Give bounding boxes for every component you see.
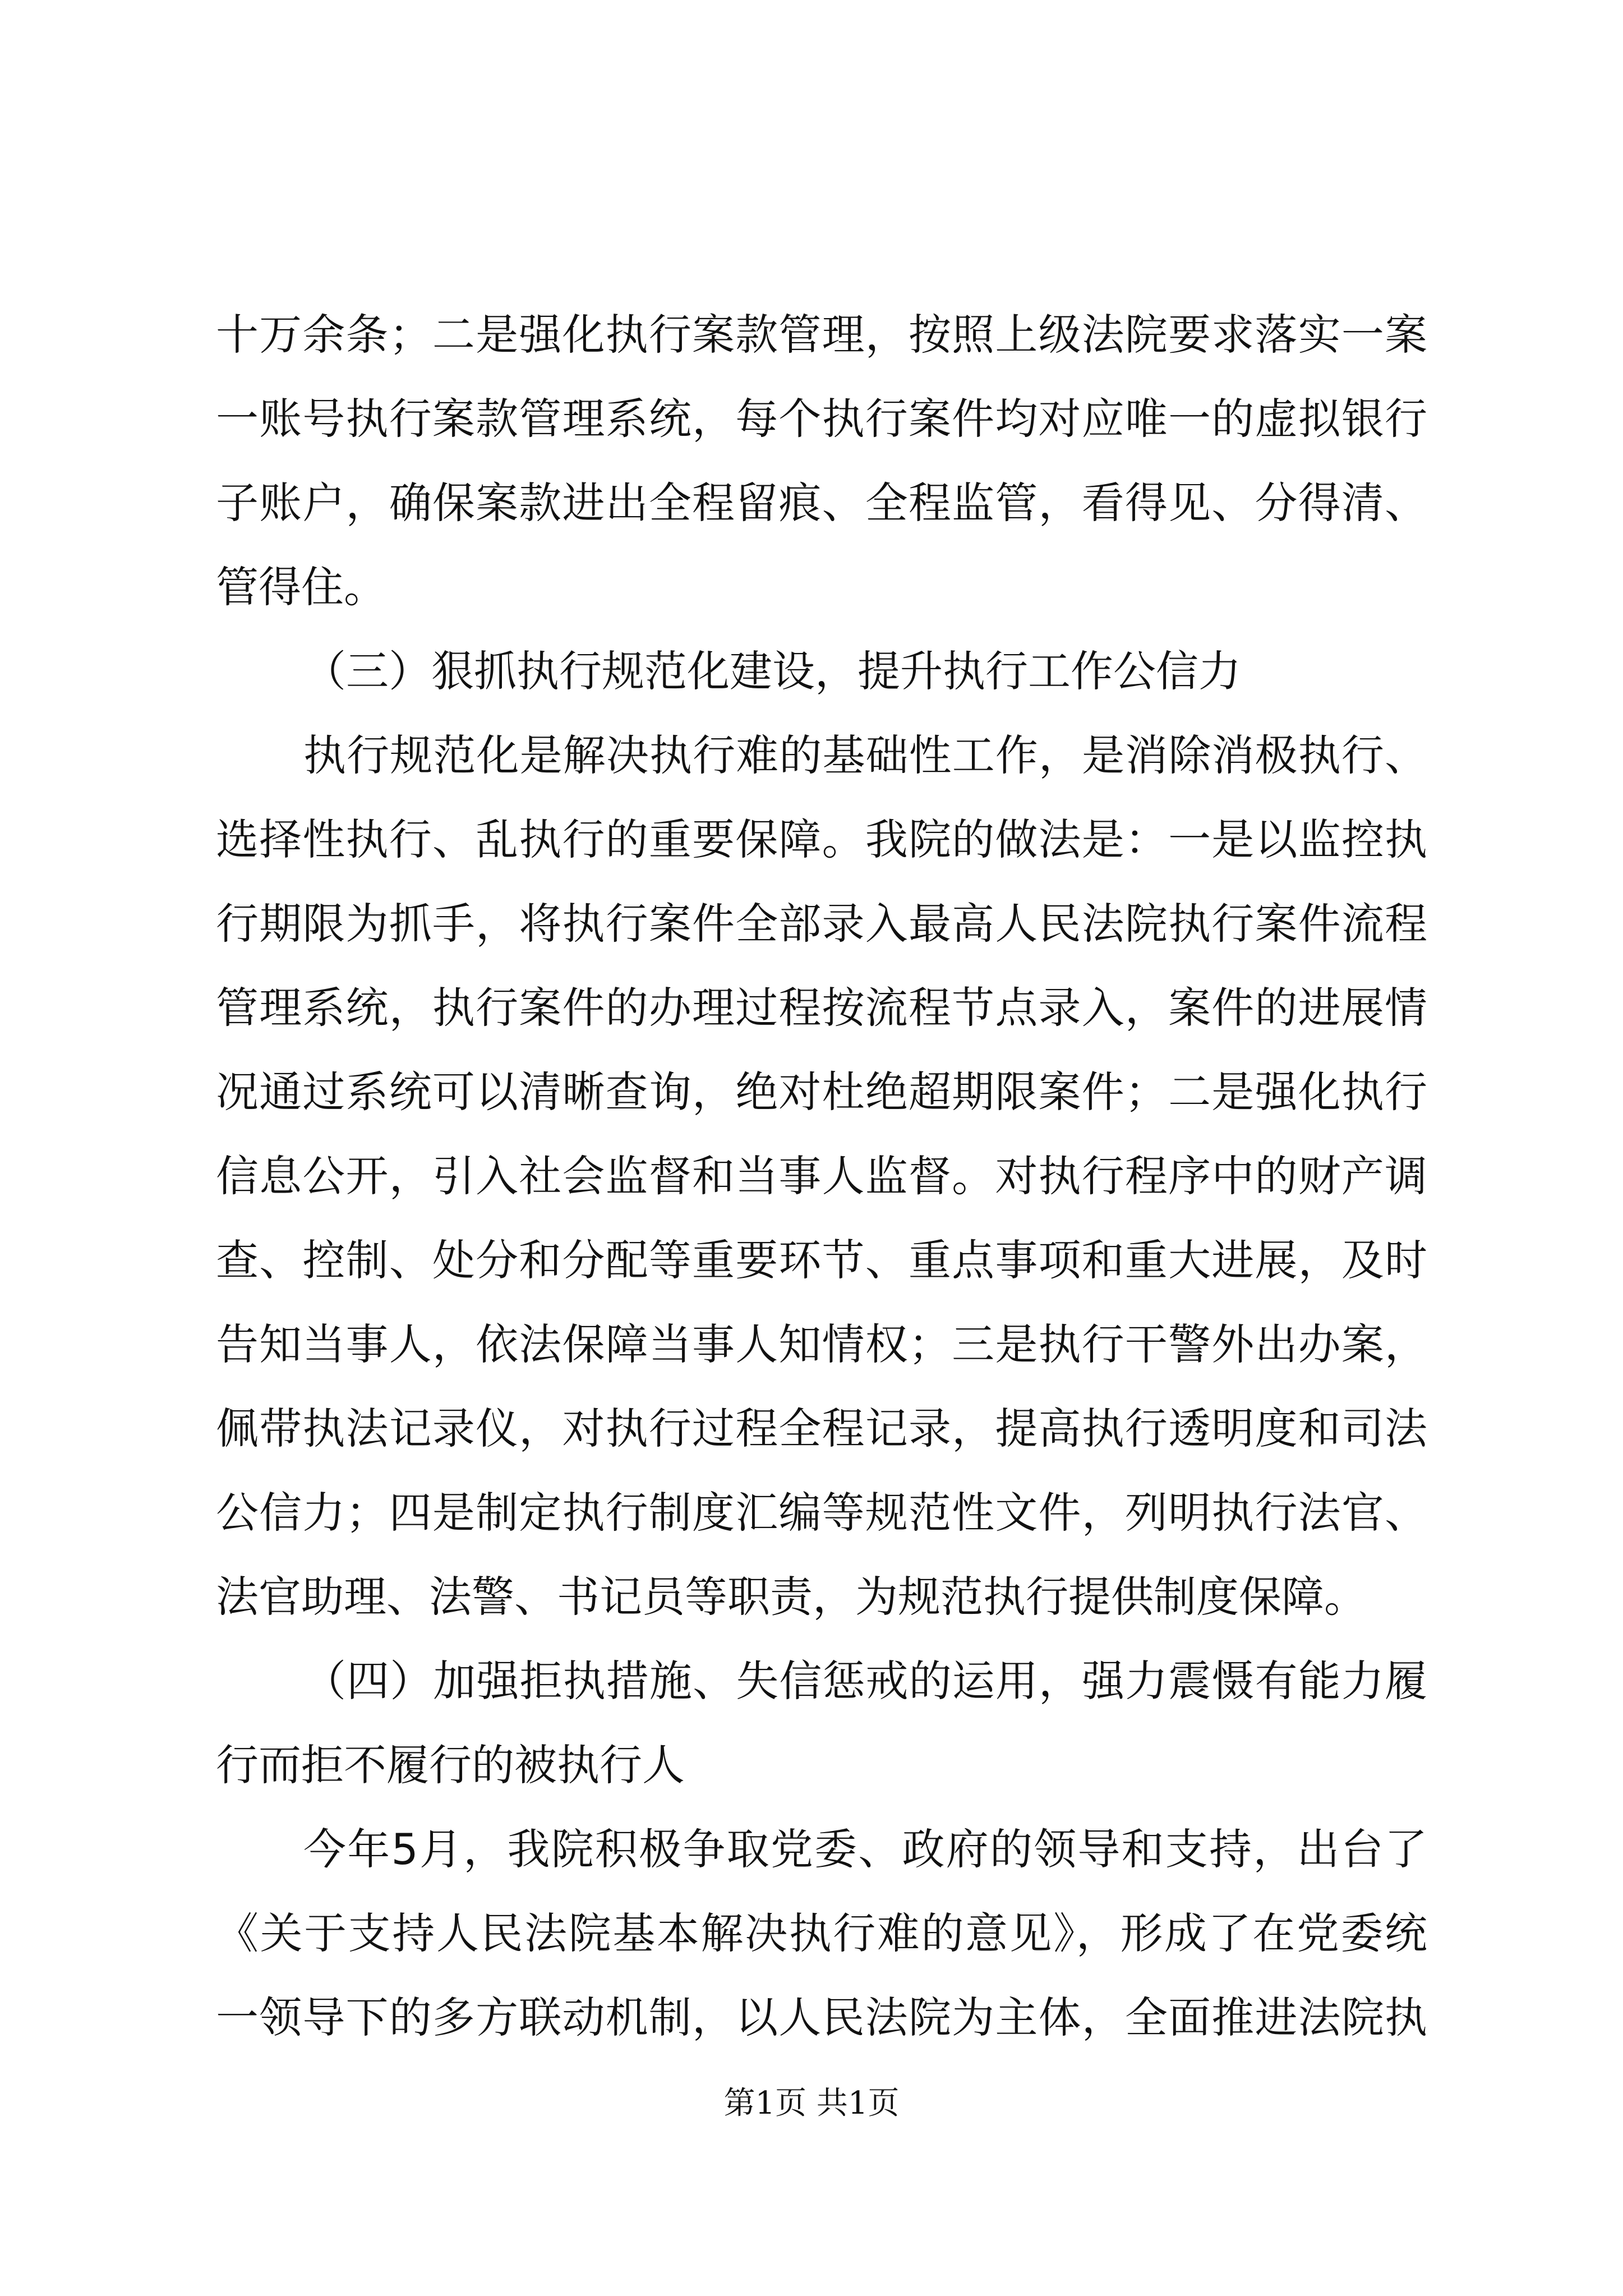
body-line-10: 况通过系统可以清晰查询，绝对杜绝超期限案件；二是强化执行 [216, 1067, 1427, 1117]
body-line-9: 管理系统，执行案件的办理过程按流程节点录入，案件的进展情 [216, 983, 1427, 1033]
body-line-4: 管得住。 [216, 562, 386, 612]
page-number-footer: 第1页 共1页 [723, 2085, 900, 2122]
section-heading-3: （三）狠抓执行规范化建设，提升执行工作公信力 [303, 646, 1241, 696]
paragraph-start-line: 执行规范化是解决执行难的基础性工作，是消除消极执行、 [303, 730, 1427, 780]
body-line-11: 信息公开，引入社会监督和当事人监督。对执行程序中的财产调 [216, 1151, 1427, 1201]
body-line-3: 子账户，确保案款进出全程留痕、全程监管，看得见、分得清、 [216, 478, 1427, 528]
section-heading-4-cont: 行而拒不履行的被执行人 [216, 1740, 685, 1790]
body-line-21: 一领导下的多方联动机制，以人民法院为主体，全面推进法院执 [216, 1993, 1427, 2042]
body-line-12: 查、控制、处分和分配等重要环节、重点事项和重大进展，及时 [216, 1235, 1427, 1285]
body-line-8: 行期限为抓手，将执行案件全部录入最高人民法院执行案件流程 [216, 899, 1427, 949]
body-line-7: 选择性执行、乱执行的重要保障。我院的做法是：一是以监控执 [216, 815, 1427, 864]
section-heading-4: （四）加强拒执措施、失信惩戒的运用，强力震慑有能力履 [303, 1656, 1427, 1706]
body-line-16: 法官助理、法警、书记员等职责，为规范执行提供制度保障。 [216, 1572, 1367, 1622]
body-line-20: 《关于支持人民法院基本解决执行难的意见》，形成了在党委统 [216, 1908, 1427, 1958]
body-line-13: 告知当事人，依法保障当事人知情权；三是执行干警外出办案， [216, 1319, 1427, 1369]
body-line-1: 十万余条；二是强化执行案款管理，按照上级法院要求落实一案 [216, 310, 1427, 360]
body-line-14: 佩带执法记录仪，对执行过程全程记录，提高执行透明度和司法 [216, 1404, 1427, 1453]
body-line-2: 一账号执行案款管理系统，每个执行案件均对应唯一的虚拟银行 [216, 394, 1427, 444]
paragraph-start-line-2: 今年5月，我院积极争取党委、政府的领导和支持，出台了 [303, 1824, 1427, 1874]
body-line-15: 公信力；四是制定执行制度汇编等规范性文件，列明执行法官、 [216, 1488, 1427, 1538]
